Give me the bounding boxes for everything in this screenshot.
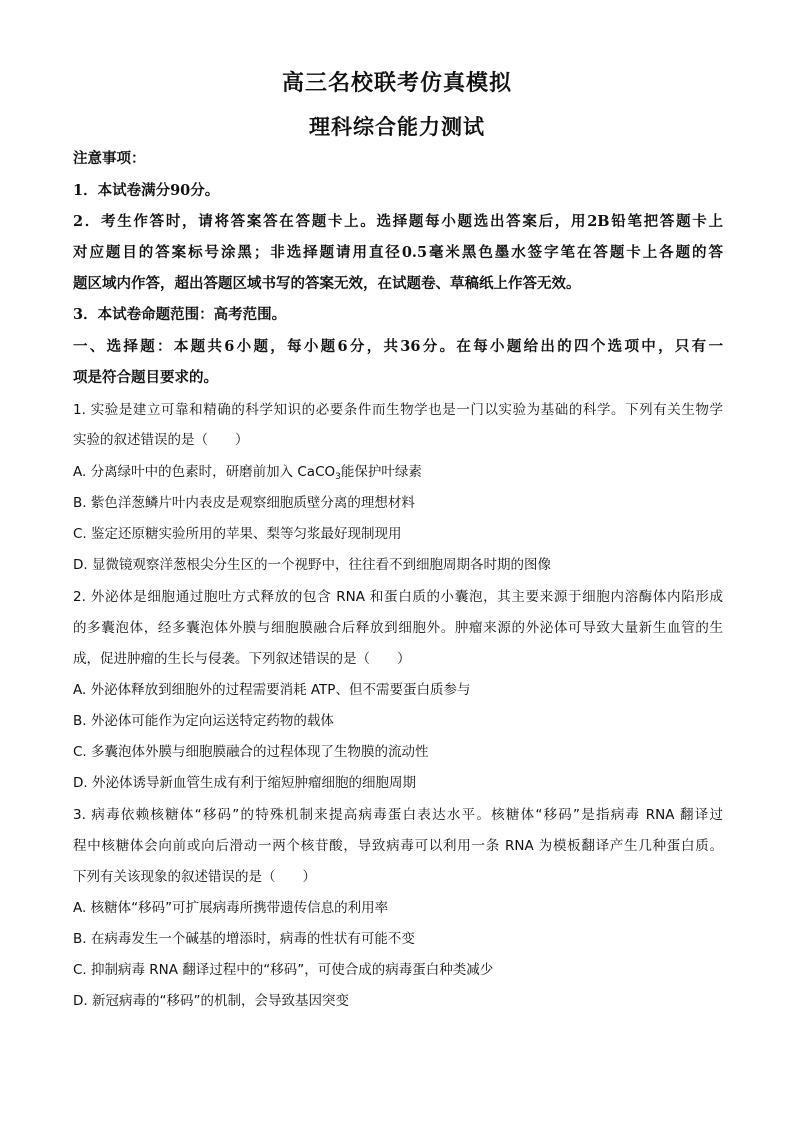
notice-item-2-line-1: 2．考生作答时，请将答案答在答题卡上。选择题每小题选出答案后，用2B铅笔把答题卡上 [73, 213, 723, 230]
section-heading-line-1: 一、选择题：本题共6小题，每小题6分，共36分。在每小题给出的四个选项中，只有一 [73, 338, 723, 355]
q2-stem-line-1: 2. 外泌体是细胞通过胞吐方式释放的包含 RNA 和蛋白质的小囊泡，其主要来源于细胞内溶酶体内陷形成 [73, 589, 723, 605]
notice-item-2-line-3: 题区域内作答，超出答题区域书写的答案无效，在试题卷、草稿纸上作答无效。 [73, 275, 581, 292]
exam-subtitle: 理科综合能力测试 [309, 114, 485, 139]
q3-stem-line-3: 下列有关该现象的叙述错误的是（ ） [73, 869, 316, 885]
q3-option-c: C. 抑制病毒 RNA 翻译过程中的“移码”，可使合成的病毒蛋白种类减少 [73, 962, 494, 978]
q1-option-a-subscript: 3 [335, 472, 341, 482]
section-heading-line-2: 项是符合题目要求的。 [73, 369, 218, 386]
q1-stem-line-1: 1. 实验是建立可靠和精确的科学知识的必要条件而生物学也是一门以实验为基础的科学。下列有关生物学 [73, 402, 723, 418]
q1-option-b: B. 紫色洋葱鳞片叶内表皮是观察细胞质壁分离的理想材料 [73, 495, 415, 511]
q3-stem-line-1: 3. 病毒依赖核糖体“移码”的特殊机制来提高病毒蛋白表达水平。核糖体“移码”是指病毒 RNA 翻译过 [73, 807, 723, 823]
q1-option-a-text-end: 能保护叶绿素 [340, 464, 422, 480]
q2-option-a: A. 外泌体释放到细胞外的过程需要消耗 ATP、但不需要蛋白质参与 [73, 682, 471, 698]
q3-option-a: A. 核糖体“移码”可扩展病毒所携带遗传信息的利用率 [73, 900, 389, 916]
q2-option-d: D. 外泌体诱导新血管生成有利于缩短肿瘤细胞的细胞周期 [73, 775, 416, 791]
q1-option-a [73, 462, 723, 482]
q2-option-c: C. 多囊泡体外膜与细胞膜融合的过程体现了生物膜的流动性 [73, 744, 429, 760]
q2-stem-line-3: 成，促进肿瘤的生长与侵袭。下列叙述错误的是（ ） [73, 651, 411, 667]
q1-option-a-text: A. 分离绿叶中的色素时，研磨前加入 CaCO [73, 464, 336, 480]
notice-item-2-line-2: 对应题目的答案标号涂黑；非选择题请用直径0.5毫米黑色墨水签字笔在答题卡上各题的答 [73, 244, 723, 261]
q2-option-b: B. 外泌体可能作为定向运送特定药物的载体 [73, 713, 334, 729]
notice-item-3: 3．本试卷命题范围：高考范围。 [73, 306, 287, 323]
q1-option-d: D. 显微镜观察洋葱根尖分生区的一个视野中，往往看不到细胞周期各时期的图像 [73, 557, 551, 573]
q3-stem-line-2: 程中核糖体会向前或向后滑动一两个核苷酸，导致病毒可以利用一条 RNA 为模板翻译产生几种蛋白质。 [73, 838, 723, 854]
q1-option-c: C. 鉴定还原糖实验所用的苹果、梨等匀浆最好现制现用 [73, 526, 402, 542]
notice-heading: 注意事项： [73, 150, 146, 167]
exam-title: 高三名校联考仿真模拟 [281, 70, 512, 96]
notice-item-1: 1．本试卷满分90分。 [73, 182, 220, 199]
q1-stem-line-2: 实验的叙述错误的是（ ） [73, 432, 249, 448]
q2-stem-line-2: 的多囊泡体，经多囊泡体外膜与细胞膜融合后释放到细胞外。肿瘤来源的外泌体可导致大量新生血管的生 [73, 620, 723, 636]
q3-option-b: B. 在病毒发生一个碱基的增添时，病毒的性状有可能不变 [73, 931, 415, 947]
q3-option-d: D. 新冠病毒的“移码”的机制，会导致基因突变 [73, 993, 349, 1009]
